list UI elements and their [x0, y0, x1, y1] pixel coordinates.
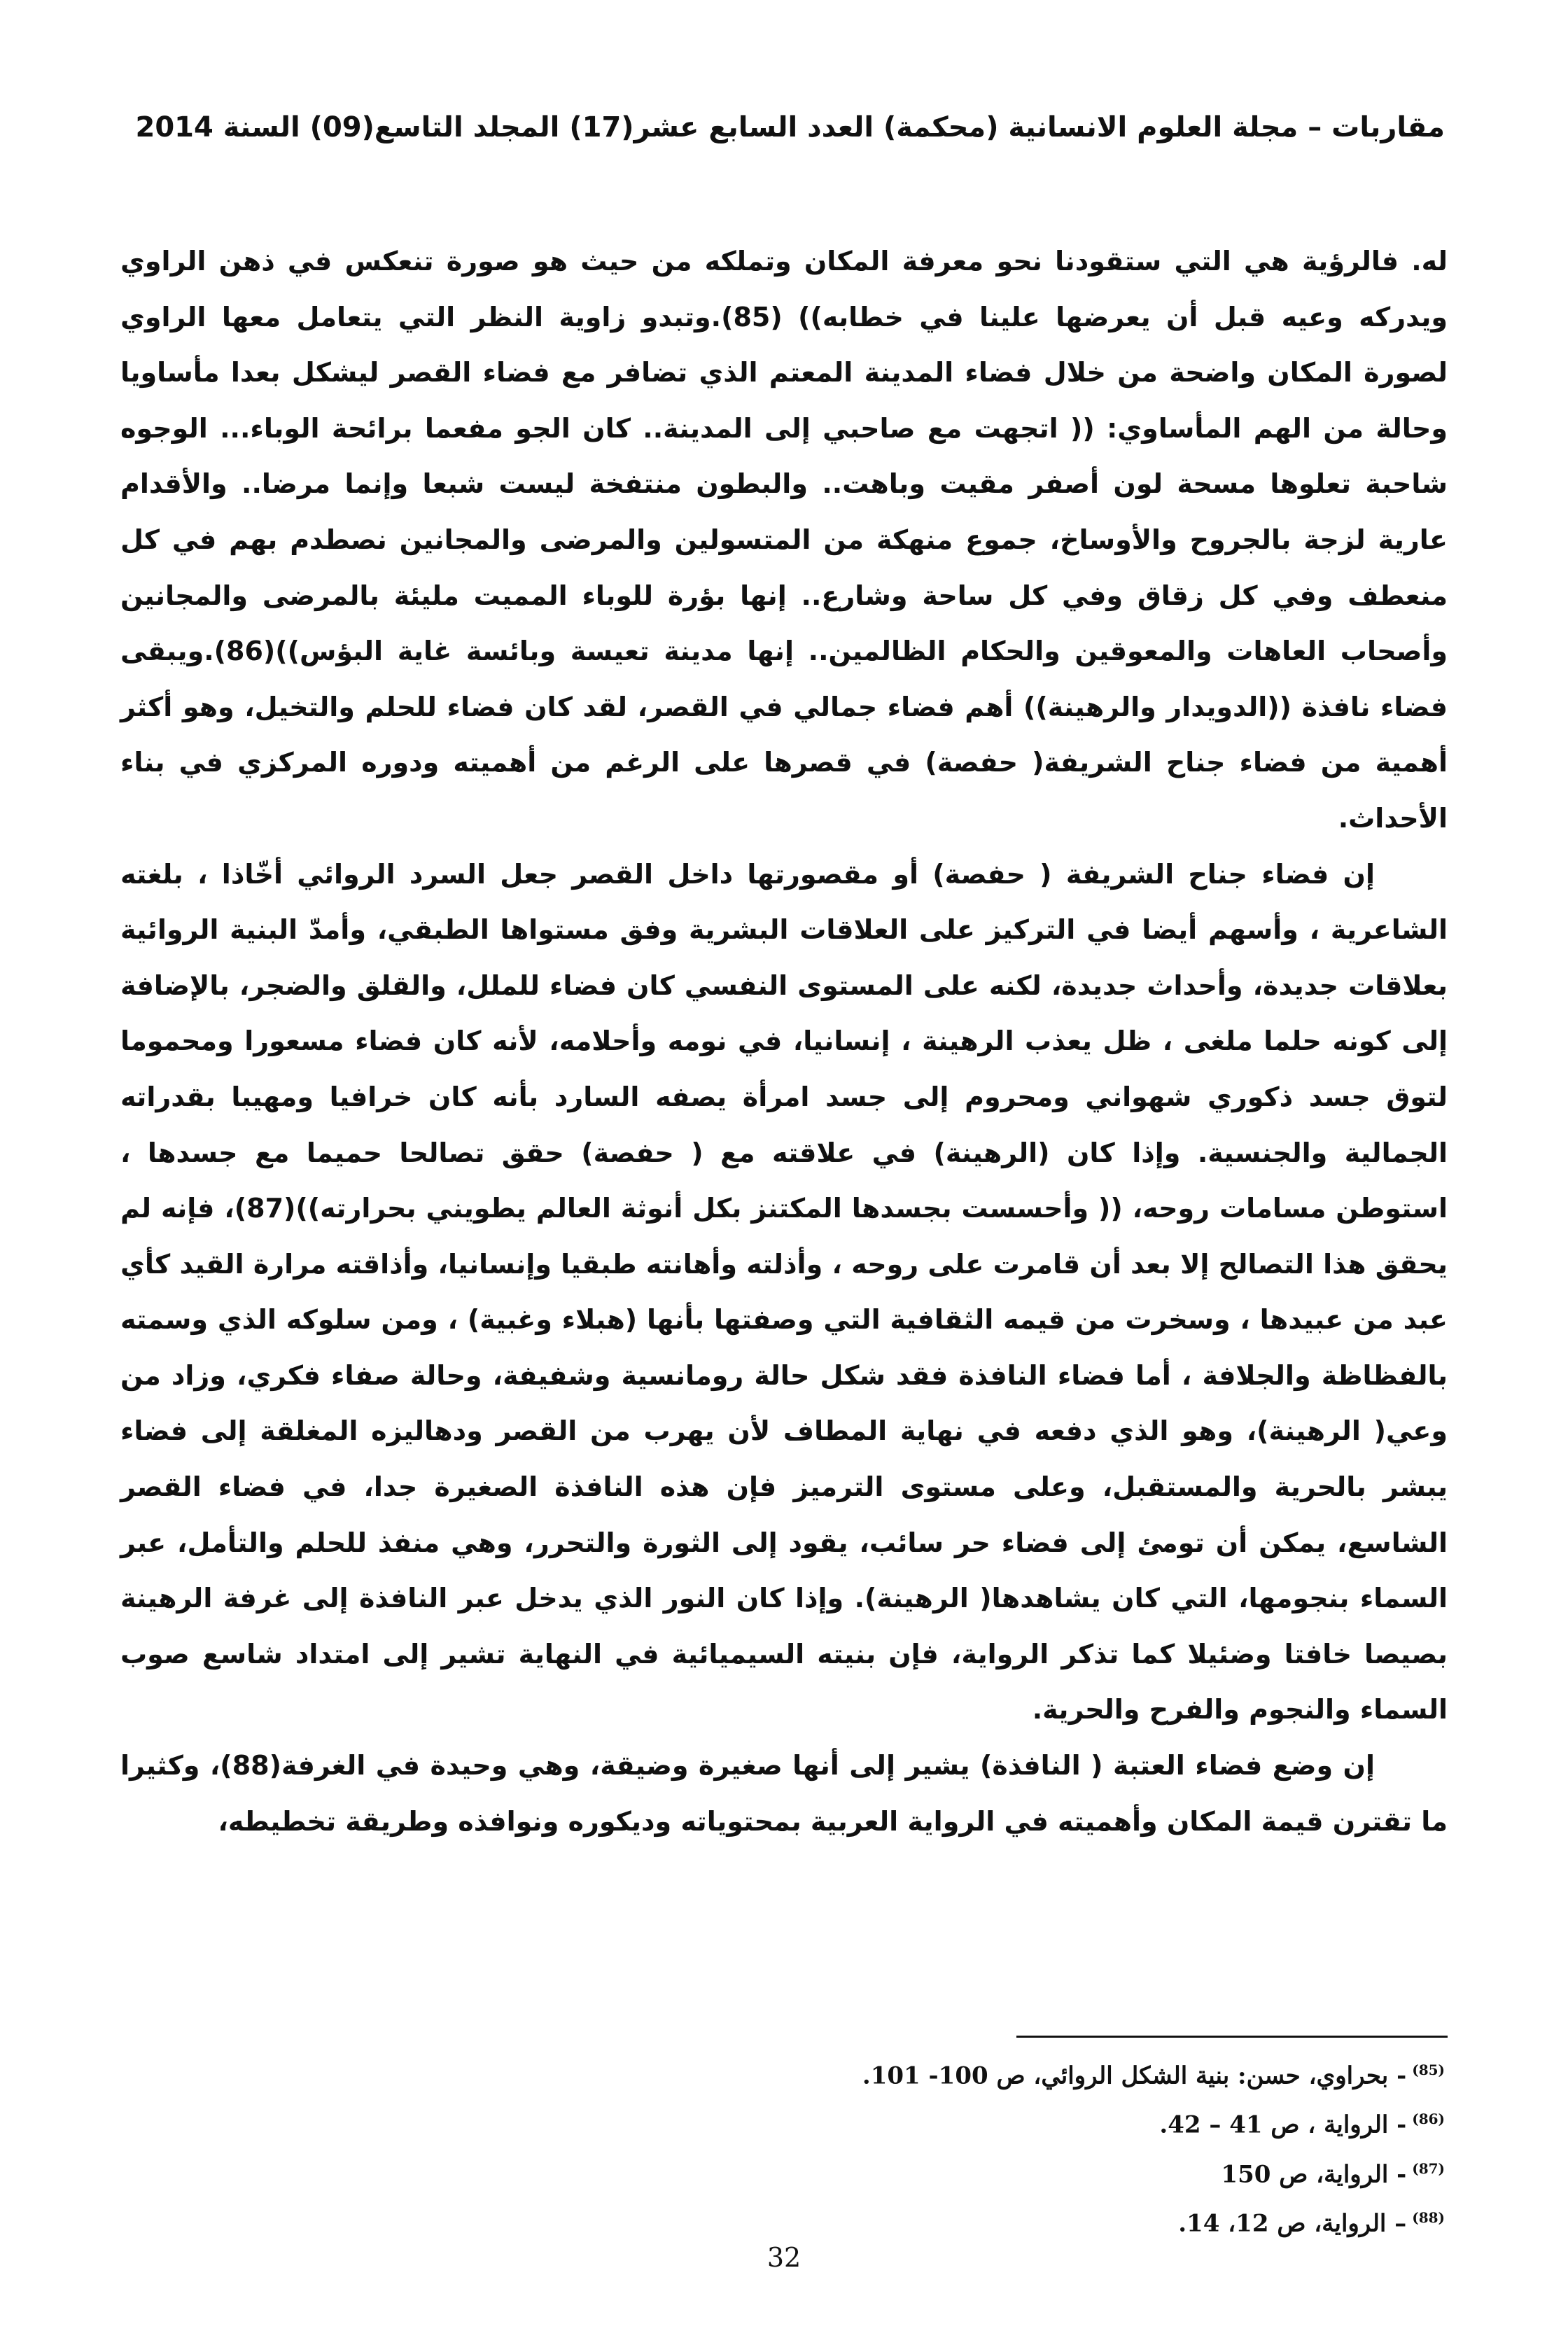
- footnote-mark: (88): [1412, 2208, 1445, 2226]
- footnote-mark: (85): [1412, 2062, 1445, 2078]
- paragraph-3: إن وضع فضاء العتبة ( النافذة) يشير إلى أنها صغيرة وضيقة، وهي وحيدة في الغرفة(88)، وكثيرا ما تقترن قيمة المكان وأهميته في الرواية العربية بمحتوياته وديكوره ونوافذه وطريقة تخطيطه،: [120, 1750, 1448, 1837]
- footnotes-list: [675, 2048, 1445, 2245]
- article-body: [120, 234, 1448, 1849]
- footnote-88: [675, 2196, 1445, 2245]
- footnote-text: - بحراوي، حسن: بنية الشكل الروائي، ص 100- 101.: [862, 2062, 1407, 2090]
- page-number: 32: [766, 2242, 802, 2273]
- footnote-mark: (87): [1412, 2160, 1445, 2177]
- paragraph-1: له. فالرؤية هي التي ستقودنا نحو معرفة المكان وتملكه من حيث هو صورة تنعكس في ذهن الراوي ويدركه وعيه قبل أن يعرضها علينا في خطابه)) (85).وتبدو زاوية النظر التي يتعامل معها الراوي لصورة المكان واضحة من خلال فضاء المدينة المعتم الذي تضافر مع فضاء القصر ليشكل بعدا مأساويا وحالة من الهم المأساوي: (( اتجهت مع صاحبي إلى المدينة.. كان الجو مفعما برائحة الوباء... الوجوه شاحبة تعلوها مسحة لون أصفر مقيت وباهت.. والبطون منتفخة ليست شبعا وإنما مرضا.. والأقدام عارية لزجة بالجروح والأوساخ، جموع منهكة من المتسولين والمرضى والمجانين نصطدم بهم في كل منعطف وفي كل زقاق وفي كل ساحة وشارع.. إنها بؤرة للوباء المميت مليئة بالمرضى والمجانين وأصحاب العاهات والمعوقين والحكام الظالمين.. إنها مدينة تعيسة وبائسة غاية البؤس))(86).ويبقى فضاء نافذة ((الدويدار والرهينة)) أهم فضاء جمالي في القصر، لقد كان فضاء للحلم والتخيل، وهو أكثر أهمية من فضاء جناح الشريفة( حفصة) في قصرها على الرغم من أهميته ودوره المركزي في بناء الأحداث.: [120, 246, 1448, 834]
- footnote-87: [675, 2147, 1445, 2196]
- footnote-text: - الرواية، ص 150: [1221, 2160, 1407, 2188]
- footnote-86: [675, 2097, 1445, 2146]
- running-header: مقاربات – مجلة العلوم الانسانية (محكمة) العدد السابع عشر(17) المجلد التاسع(09) السنة 2014: [135, 111, 1445, 144]
- paragraph-2: إن فضاء جناح الشريفة ( حفصة) أو مقصورتها داخل القصر جعل السرد الروائي أخّاذا ، بلغته الشاعرية ، وأسهم أيضا في التركيز على العلاقات البشرية وفق مستواها الطبقي، وأمدّ البنية الروائية بعلاقات جديدة، وأحداث جديدة، لكنه على المستوى النفسي كان فضاء للملل، والقلق والضجر، بالإضافة إلى كونه حلما ملغى ، ظل يعذب الرهينة ، إنسانيا، في نومه وأحلامه، لأنه كان فضاء مسعورا ومحموما لتوق جسد ذكوري شهواني ومحروم إلى جسد امرأة يصفه السارد بأنه كان خرافيا ومهيبا بقدراته الجمالية والجنسية. وإذا كان (الرهينة) في علاقته مع ( حفصة) حقق تصالحا حميما مع جسدها ، استوطن مسامات روحه، (( وأحسست بجسدها المكتنز بكل أنوثة العالم يطويني بحرارته))(87)، فإنه لم يحقق هذا التصالح إلا بعد أن قامرت على روحه ، وأذلته وأهانته طبقيا وإنسانيا، وأذاقته مرارة القيد كأي عبد من عبيدها ، وسخرت من قيمه الثقافية التي وصفتها بأنها (هبلاء وغبية) ، ومن سلوكه الذي وسمته بالفظاظة والجلافة ، أما فضاء النافذة فقد شكل حالة رومانسية وشفيفة، وحالة صفاء فكري، وزاد من وعي( الرهينة)، وهو الذي دفعه في نهاية المطاف لأن يهرب من القصر ودهاليزه المغلقة إلى فضاء يبشر بالحرية والمستقبل، وعلى مستوى الترميز فإن هذه النافذة الصغيرة جدا، في فضاء القصر الشاسع، يمكن أن تومئ إلى فضاء حر سائب، يقود إلى الثورة والتحرر، وهي منفذ للحلم والتأمل، عبر السماء بنجومها، التي كان يشاهدها( الرهينة). وإذا كان النور الذي يدخل عبر النافذة إلى غرفة الرهينة بصيصا خافتا وضئيلا كما تذكر الرواية، فإن بنيته السيميائية في النهاية تشير إلى امتداد شاسع صوب السماء والنجوم والفرح والحرية.: [120, 858, 1448, 1726]
- footnote-text: - الرواية ، ص 41 – 42.: [1159, 2110, 1407, 2139]
- footnote-text: – الرواية، ص 12، 14.: [1178, 2209, 1407, 2238]
- footnote-divider: [1016, 2036, 1448, 2038]
- footnote-85: [675, 2048, 1445, 2097]
- footnote-mark: (86): [1412, 2110, 1445, 2128]
